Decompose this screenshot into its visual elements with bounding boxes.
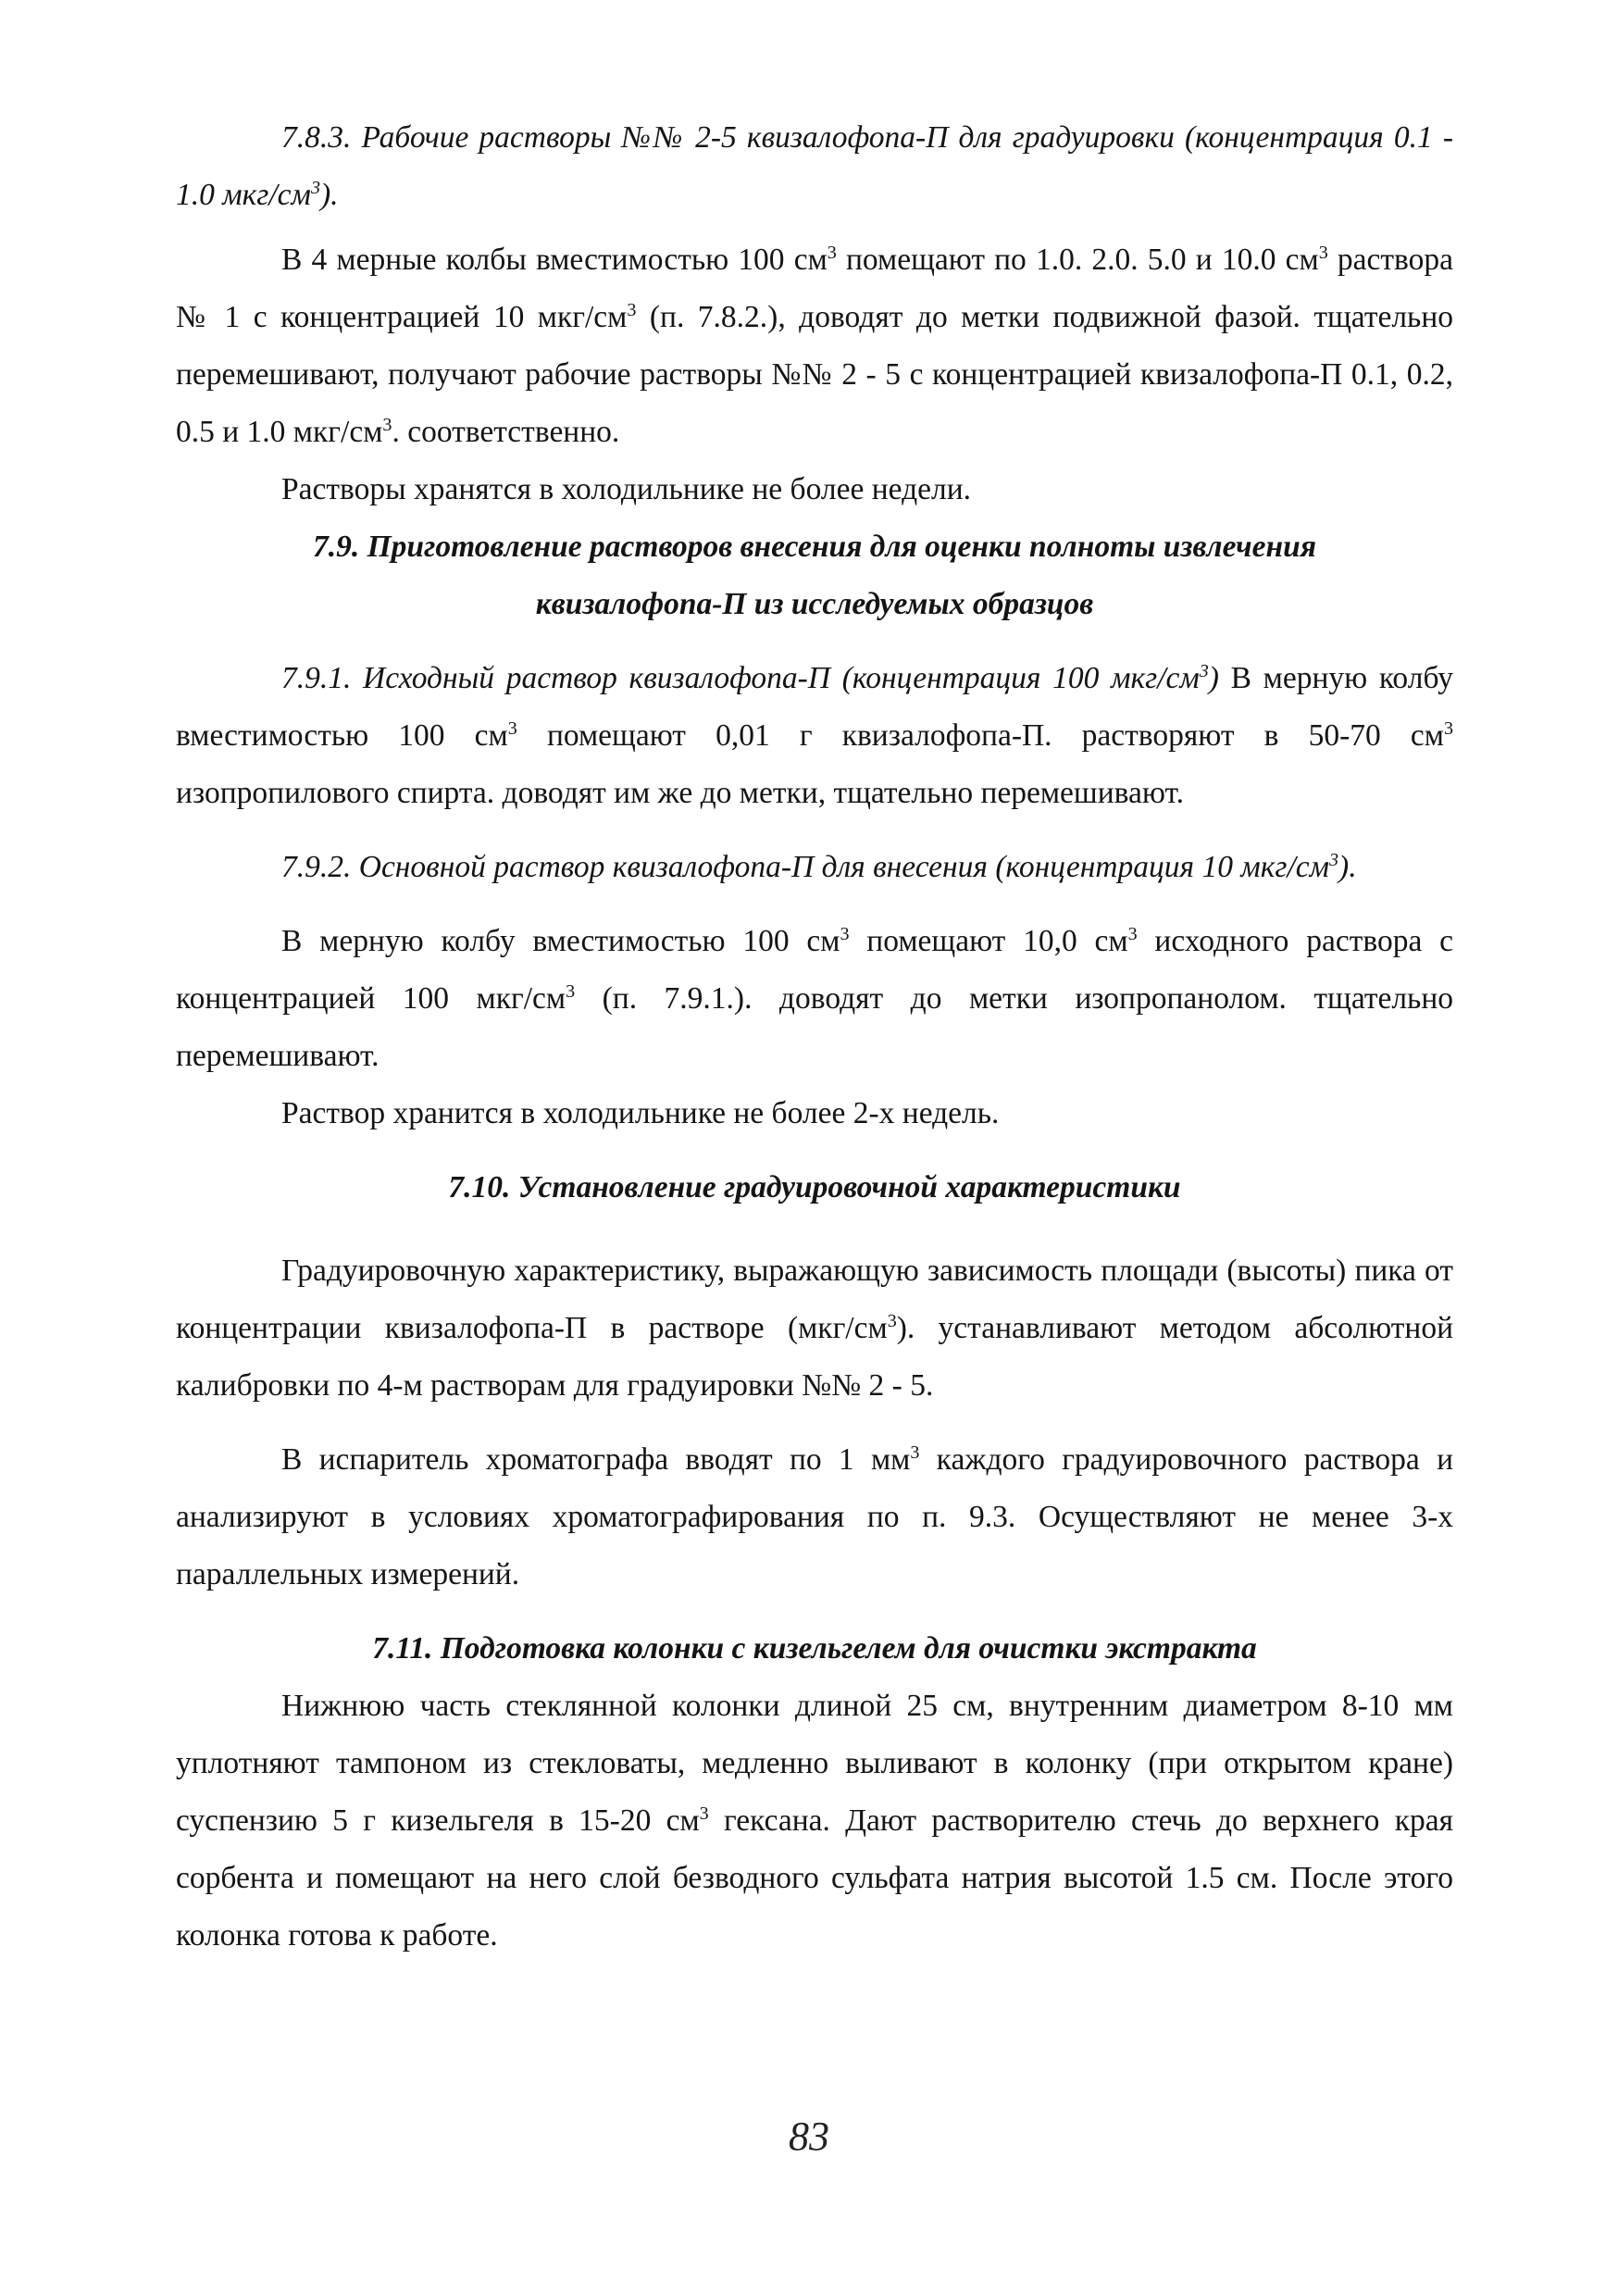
section-7-10-paragraph-2: В испаритель хроматографа вводят по 1 $мм^3$ каждого градуировочного раствора и анализируют в условиях хроматографирования по п. 9.3. Осуществляют не менее 3-х параллельных измерений. — [176, 1441, 1453, 1591]
section-7-8-3-paragraph: В 4 мерные колбы вместимостью 100 $см^3$ помещают по 1.0. 2.0. 5.0 и 10.0 $см^3$ раствора № 1 с концентрацией 10 мкг/$см^3$ (п. 7.8.2.), доводят до метки подвижной фазой. тщательно перемешивают, получают рабочие растворы №№ 2 - 5 с концентрацией квизалофопа-П 0.1, 0.2, 0.5 и 1.0 мкг/$см^3$. соответственно. — [176, 242, 1454, 449]
section-7-9-heading-line2: квизалофопа-П из исследуемых образцов — [535, 587, 1094, 621]
section-7-11-heading: 7.11. Подготовка колонки с кизельгелем для очистки экстракта — [372, 1631, 1257, 1666]
section-7-9-1-title: 7.9.1. Исходный раствор квизалофопа-П (концентрация 100 мкг/$см^3$) — [281, 660, 1219, 695]
section-7-10-heading: 7.10. Установление градуировочной характеристики — [448, 1170, 1181, 1204]
section-7-9-2-paragraph: В мерную колбу вместимостью 100 $см^3$ помещают 10,0 $см^3$ исходного раствора с концентрацией 100 мкг/$см^3$ (п. 7.9.1.). доводят до метки изопропанолом. тщательно перемешивают. — [176, 923, 1453, 1073]
section-7-8-3-title: 7.8.3. Рабочие растворы №№ 2-5 квизалофопа-П для градуировки (концентрация 0.1 - 1.0 мкг/$см^3$). — [176, 120, 1453, 212]
section-7-8-3-storage-note: Растворы хранятся в холодильнике не более недели. — [281, 472, 972, 506]
section-7-9-heading-line1: 7.9. Приготовление растворов внесения для оценки полноты извлечения — [312, 530, 1316, 564]
section-7-11-paragraph: Нижнюю часть стеклянной колонки длиной 25 см, внутренним диаметром 8-10 мм уплотняют тампоном из стекловаты, медленно выливают в колонку (при открытом кране) суспензию 5 г кизельгеля в 15-20 $см^3$ гексана. Дают растворителю стечь до верхнего края сорбента и помещают на него слой безводного сульфата натрия высотой 1.5 см. После этого колонка готова к работе. — [176, 1689, 1453, 1953]
section-7-10-paragraph-1: Градуировочную характеристику, выражающую зависимость площади (высоты) пика от концентрации квизалофопа-П в растворе $(мкг/см^3)$. устанавливают методом абсолютной калибровки по 4-м растворам для градуировки №№ 2 - 5. — [176, 1254, 1453, 1403]
section-7-9-2-title: 7.9.2. Основной раствор квизалофопа-П для внесения (концентрация 10 мкг/$см^3$). — [281, 849, 1357, 884]
section-7-9-2-storage-note: Раствор хранится в холодильнике не более 2-х недель. — [281, 1096, 1000, 1130]
section-7-9-1-paragraph: 7.9.1. Исходный раствор квизалофопа-П (концентрация 100 мкг/$см^3$) В мерную колбу вместимостью 100 $см^3$ помещают 0,01 г квизалофопа-П. растворяют в 50-70 $см^3$ изопропилового спирта. доводят им же до метки, тщательно перемешивают. — [176, 660, 1453, 810]
page-number: 83 — [789, 2114, 829, 2159]
document-page — [176, 109, 1453, 1965]
